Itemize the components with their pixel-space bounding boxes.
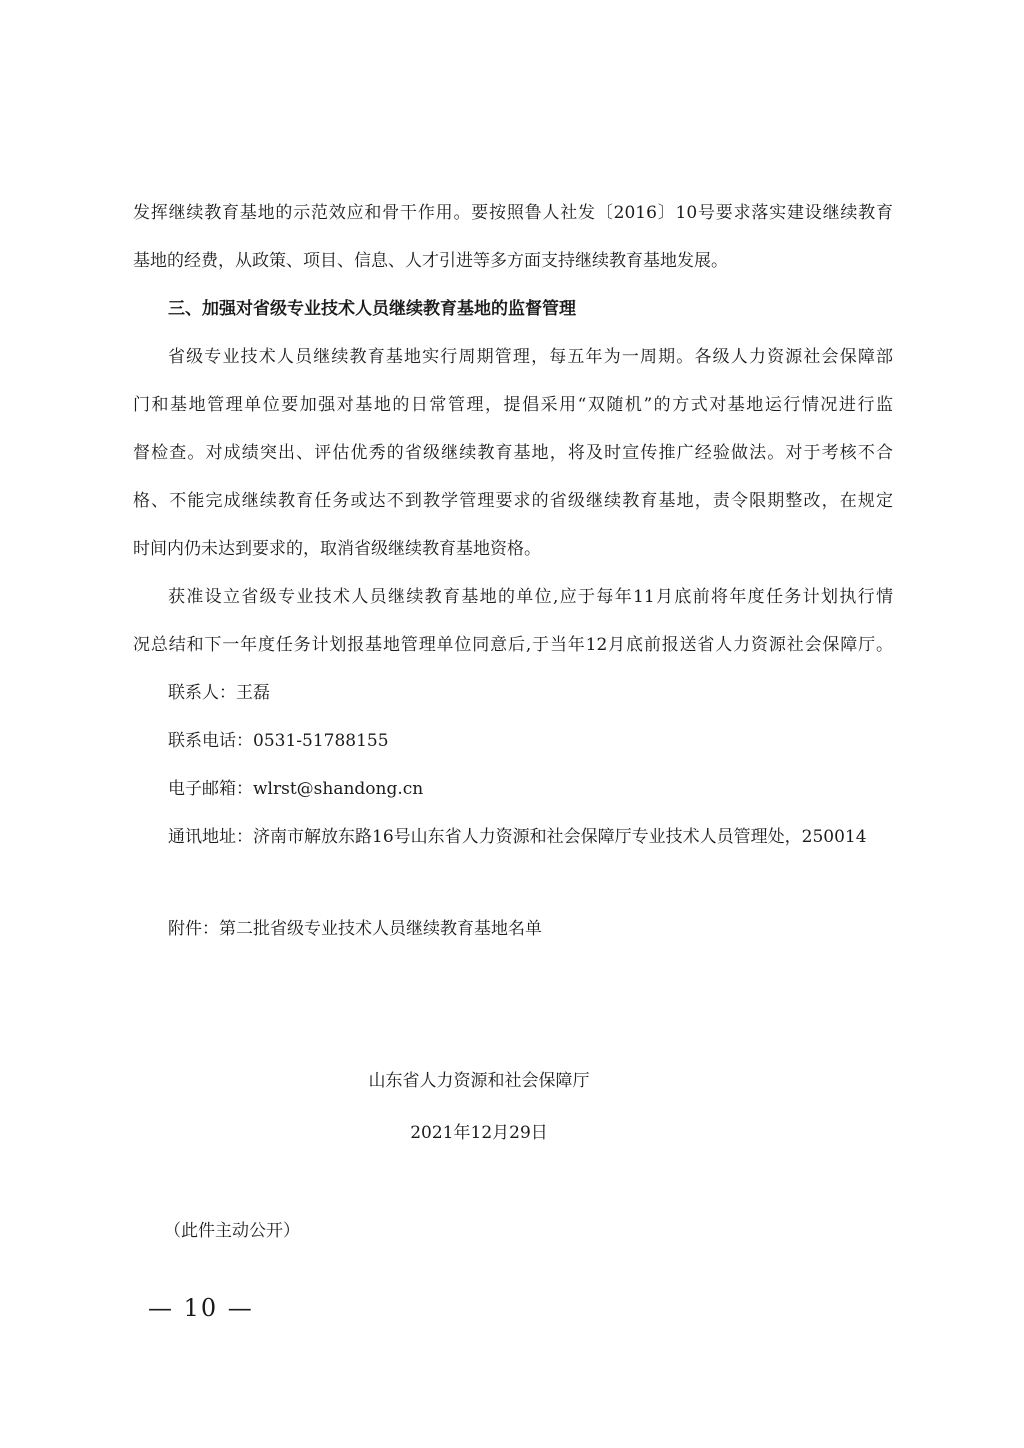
attachment-note: 附件：第二批省级专业技术人员继续教育基地名单 bbox=[168, 919, 542, 939]
para2-line5: 时间内仍未达到要求的，取消省级继续教育基地资格。 bbox=[133, 539, 541, 559]
signature-org: 山东省人力资源和社会保障厅 bbox=[368, 1071, 590, 1091]
para2-line2: 门和基地管理单位要加强对基地的日常管理，提倡采用“双随机”的方式对基地运行情况进行监 bbox=[133, 395, 893, 415]
para2-line4: 格、不能完成继续教育任务或达不到教学管理要求的省级继续教育基地，责令限期整改，在规定 bbox=[133, 491, 893, 511]
contact-phone: 联系电话：0531-51788155 bbox=[168, 731, 389, 751]
contact-person: 联系人：王磊 bbox=[168, 683, 270, 703]
disclosure-note: （此件主动公开） bbox=[164, 1221, 300, 1241]
contact-email: 电子邮箱：wlrst@shandong.cn bbox=[168, 779, 424, 799]
para2-line3: 督检查。对成绩突出、评估优秀的省级继续教育基地，将及时宣传推广经验做法。对于考核不合 bbox=[133, 443, 893, 463]
para3-line1: 获准设立省级专业技术人员继续教育基地的单位,应于每年11月底前将年度任务计划执行情 bbox=[168, 587, 893, 607]
para1-line1: 发挥继续教育基地的示范效应和骨干作用。要按照鲁人社发〔2016〕10号要求落实建设继续教育 bbox=[133, 203, 893, 223]
contact-address: 通讯地址：济南市解放东路16号山东省人力资源和社会保障厅专业技术人员管理处，250014 bbox=[168, 827, 867, 847]
para2-line1: 省级专业技术人员继续教育基地实行周期管理，每五年为一周期。各级人力资源社会保障部 bbox=[168, 347, 893, 367]
para1-line2: 基地的经费，从政策、项目、信息、人才引进等多方面支持继续教育基地发展。 bbox=[133, 251, 728, 271]
page-number: — 10 — bbox=[148, 1294, 254, 1322]
para3-line2: 况总结和下一年度任务计划报基地管理单位同意后,于当年12月底前报送省人力资源社会保障厅。 bbox=[133, 635, 893, 655]
signature-date: 2021年12月29日 bbox=[410, 1123, 548, 1143]
section-heading: 三、加强对省级专业技术人员继续教育基地的监督管理 bbox=[168, 299, 576, 319]
